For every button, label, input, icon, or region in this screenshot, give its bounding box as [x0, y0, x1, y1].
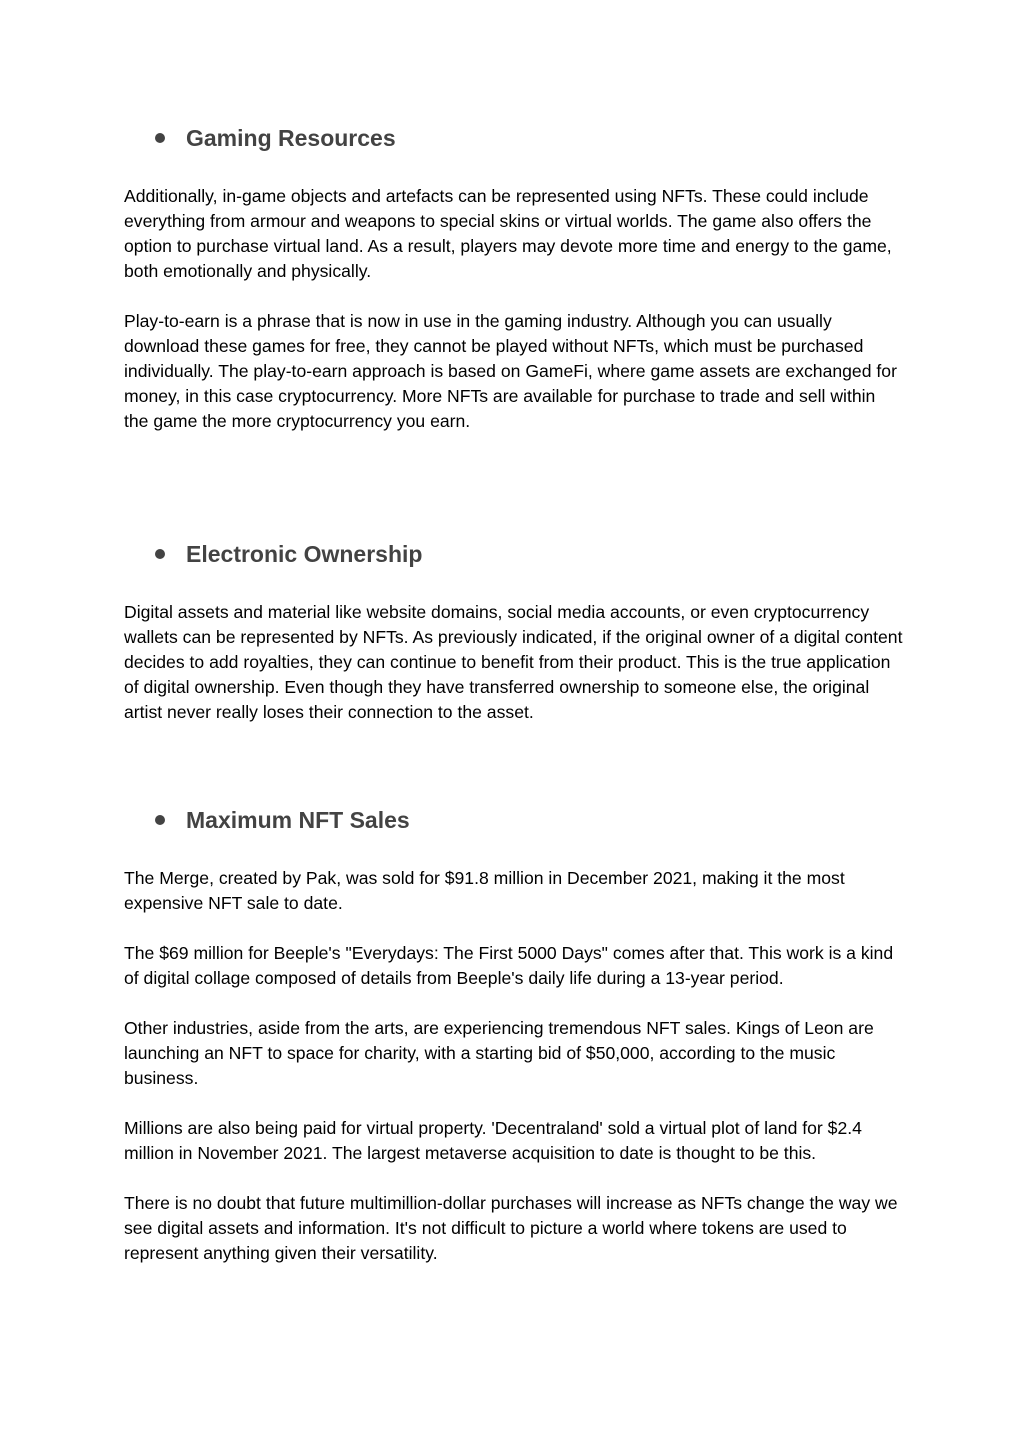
paragraph: Millions are also being paid for virtual property. 'Decentraland' sold a virtual plot of land for $2.4 million in November 2021. The largest metaverse acquisition to date is thought to be this. [124, 1118, 862, 1163]
section-body [124, 600, 904, 725]
paragraph: Digital assets and material like website domains, social media accounts, or even cryptocurrency wallets can be represented by NFTs. As previously indicated, if the original owner of a digital content decides to add royalties, they can continue to benefit from their product. This is the true application of digital ownership. Even though they have transferred ownership to someone else, the original artist never really loses their connection to the asset. [124, 602, 903, 722]
section-maximum-nft-sales [124, 805, 904, 1266]
heading-text: Maximum NFT Sales [186, 806, 410, 833]
bullet-icon [155, 549, 165, 559]
paragraph: There is no doubt that future multimillion-dollar purchases will increase as NFTs change the way we see digital assets and information. It's not difficult to picture a world where tokens are used to represent anything given their versatility. [124, 1193, 898, 1263]
paragraph: The $69 million for Beeple's "Everydays: The First 5000 Days" comes after that. This work is a kind of digital collage composed of details from Beeple's daily life during a 13-year period. [124, 943, 894, 988]
paragraph: The Merge, created by Pak, was sold for $91.8 million in December 2021, making it the most expensive NFT sale to date. [124, 868, 845, 913]
paragraph: Play-to-earn is a phrase that is now in use in the gaming industry. Although you can usually download these games for free, they cannot be played without NFTs, which must be purchased individually. The play-to-earn approach is based on GameFi, where game assets are exchanged for money, in this case cryptocurrency. More NFTs are available for purchase to trade and sell within the game the more cryptocurrency you earn. [124, 311, 897, 431]
section-heading [124, 123, 904, 153]
paragraph: Additionally, in-game objects and artefacts can be represented using NFTs. These could include everything from armour and weapons to special skins or virtual worlds. The game also offers the option to purchase virtual land. As a result, players may devote more time and energy to the game, both emotionally and physically. [124, 186, 892, 281]
section-electronic-ownership [124, 539, 904, 725]
heading-text: Electronic Ownership [186, 540, 423, 567]
section-gaming-resources [124, 123, 904, 434]
paragraph: Other industries, aside from the arts, are experiencing tremendous NFT sales. Kings of Leon are launching an NFT to space for charity, with a starting bid of $50,000, according to the music business. [124, 1018, 874, 1088]
heading-text: Gaming Resources [186, 124, 396, 151]
section-heading [124, 805, 904, 835]
section-body [124, 184, 904, 434]
section-heading [124, 539, 904, 569]
bullet-icon [155, 815, 165, 825]
section-body [124, 866, 904, 1266]
bullet-icon [155, 133, 165, 143]
